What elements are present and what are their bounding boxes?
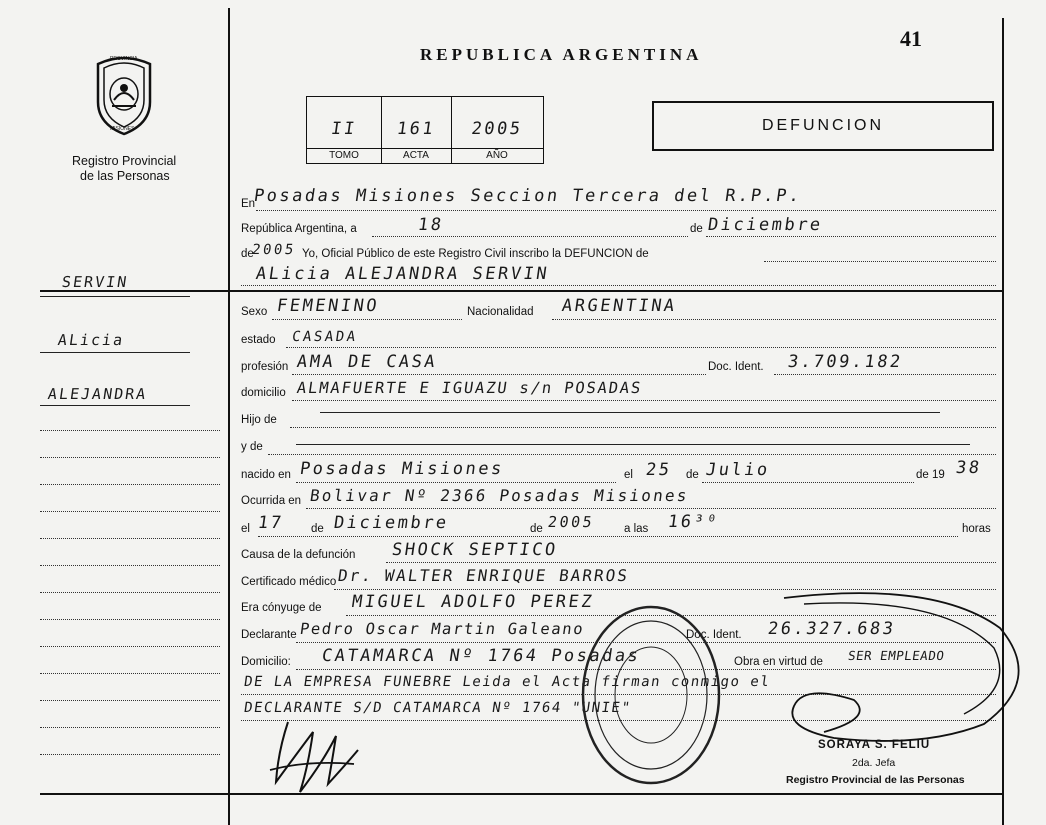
de-label: de [690, 223, 703, 235]
margin-first-name: ALicia [56, 331, 126, 349]
domicilio2-label: Domicilio: [241, 656, 291, 668]
conyuge-value: MIGUEL ADOLFO PEREZ [350, 592, 596, 612]
causa-value: SHOCK SEPTICO [390, 540, 559, 560]
dotted-line [774, 374, 996, 375]
official-name: SORAYA S. FELIU [818, 739, 931, 751]
registry-name-line1: Registro Provincial [72, 154, 177, 168]
en-label: En [241, 198, 256, 210]
official-role: 2da. Jefa [852, 757, 896, 769]
dotted-line [372, 236, 688, 237]
death-month: Diciembre [332, 513, 451, 533]
de2-label: de [686, 469, 699, 481]
doc2-value: 26.327.683 [766, 619, 897, 639]
margin-dotted-line [40, 430, 220, 431]
causa-label: Causa de la defunción [241, 549, 356, 561]
strike-line [296, 444, 970, 445]
certificado-value: Dr. WALTER ENRIQUE BARROS [336, 566, 631, 585]
dotted-line [286, 347, 996, 348]
de3-label: de [311, 523, 324, 535]
continuation-line-1: DE LA EMPRESA FUNEBRE Leida el Acta firman conmigo el [242, 674, 772, 690]
section-divider [40, 290, 1002, 292]
dotted-line [258, 536, 958, 537]
margin-dotted-line [40, 754, 220, 755]
country-title: REPUBLICA ARGENTINA [420, 45, 703, 64]
registry-name-line2: de las Personas [80, 169, 170, 183]
estado-value: CASADA [290, 329, 359, 345]
el-label: el [624, 469, 633, 481]
province-seal [90, 50, 158, 136]
nacido-label: nacido en [241, 469, 291, 481]
margin-dotted-line [40, 592, 220, 593]
death-year: 2005 [546, 513, 596, 531]
domicilio-value: ALMAFUERTE E IGUAZU s/n POSADAS [295, 379, 644, 397]
official-signature [744, 588, 1028, 758]
doc-value: 3.709.182 [786, 352, 905, 372]
margin-dotted-line [40, 457, 220, 458]
dotted-line [268, 454, 996, 455]
tomo-label: TOMO [307, 148, 381, 163]
nacido-value: Posadas Misiones [298, 459, 506, 479]
anio-value: 2005 [470, 119, 524, 139]
de19-label: de 19 [916, 469, 945, 481]
margin-second-name: ALEJANDRA [46, 385, 149, 403]
sexo-label: Sexo [241, 306, 268, 318]
bottom-divider [40, 793, 1002, 795]
death-time: 16³⁰ [666, 512, 721, 532]
acta-label: ACTA [381, 148, 451, 163]
intro-text: Yo, Oficial Público de este Registro Civil inscribo la DEFUNCION de [302, 248, 649, 260]
year-value: 2005 [250, 242, 297, 258]
margin-dotted-line [40, 727, 220, 728]
alas-label: a las [624, 523, 649, 535]
dotted-line [296, 482, 616, 483]
birth-month: Julio [704, 460, 772, 480]
profesion-value: AMA DE CASA [295, 352, 439, 372]
dotted-line [256, 210, 996, 211]
nacionalidad-value: ARGENTINA [560, 296, 679, 316]
margin-dotted-line [40, 700, 220, 701]
month-value: Diciembre [706, 215, 825, 235]
place-value: Posadas Misiones Seccion Tercera del R.P.P. [252, 186, 804, 206]
domicilio2-value: CATAMARCA Nº 1764 Posadas [320, 646, 642, 666]
margin-rule [40, 405, 190, 406]
dotted-line [241, 285, 996, 286]
ocurrida-value: Bolivar Nº 2366 Posadas Misiones [308, 486, 691, 505]
estado-label: estado [241, 334, 276, 346]
dotted-line [386, 562, 996, 563]
margin-dotted-line [40, 484, 220, 485]
hijo-label: Hijo de [241, 414, 277, 426]
official-office: Registro Provincial de las Personas [786, 774, 965, 786]
margin-dotted-line [40, 538, 220, 539]
domicilio-label: domicilio [241, 387, 286, 399]
tomo-value: II [329, 119, 359, 139]
sexo-value: FEMENINO [275, 296, 381, 316]
margin-dotted-line [40, 646, 220, 647]
dotted-line [552, 319, 996, 320]
continuation-line-2: DECLARANTE S/D CATAMARCA Nº 1764 "UNIE" [242, 700, 633, 716]
nacionalidad-label: Nacionalidad [467, 306, 534, 318]
left-margin-border [228, 8, 230, 825]
yde-label: y de [241, 441, 263, 453]
deceased-name: ALicia ALEJANDRA SERVIN [254, 264, 551, 284]
declarant-signature [258, 712, 368, 798]
conyuge-label: Era cónyuge de [241, 602, 322, 614]
doc2-label: Doc. Ident. [686, 629, 742, 641]
de4-label: de [530, 523, 543, 535]
death-day: 17 [256, 513, 285, 533]
anio-label: AÑO [451, 148, 543, 163]
dotted-line [292, 400, 996, 401]
dotted-line [292, 374, 706, 375]
obra-value: SER EMPLEADO [847, 648, 946, 663]
de-year-label: de [241, 248, 254, 260]
strike-line [320, 412, 940, 413]
dotted-line [290, 427, 996, 428]
birth-year: 38 [954, 458, 983, 478]
birth-day: 25 [644, 460, 673, 480]
certificado-label: Certificado médico [241, 576, 337, 588]
obra-label: Obra en virtud de [734, 656, 823, 668]
seal-text-top: PROVINCIA [110, 56, 138, 62]
dotted-line [706, 236, 996, 237]
dotted-line [764, 261, 996, 262]
profesion-label: profesión [241, 361, 289, 373]
margin-rule [40, 296, 190, 297]
acta-value: 161 [395, 119, 437, 139]
dotted-line [272, 319, 462, 320]
page-number: 41 [900, 26, 922, 51]
margin-dotted-line [40, 619, 220, 620]
margin-surname: SERVIN [60, 273, 130, 291]
margin-dotted-line [40, 565, 220, 566]
declarante-label: Declarante [241, 629, 297, 641]
doc-label: Doc. Ident. [708, 361, 764, 373]
record-type-box: DEFUNCION [652, 101, 994, 151]
official-stamp [576, 600, 726, 790]
horas-label: horas [962, 523, 991, 535]
seal-text-bottom: MISIONES [110, 126, 135, 132]
margin-rule [40, 352, 190, 353]
margin-dotted-line [40, 673, 220, 674]
margin-dotted-line [40, 511, 220, 512]
dotted-line [306, 508, 996, 509]
day-value: 18 [416, 215, 445, 235]
declarante-value: Pedro Oscar Martin Galeano [298, 620, 586, 638]
republica-label: República Argentina, a [241, 223, 357, 235]
el2-label: el [241, 523, 250, 535]
ocurrida-label: Ocurrida en [241, 495, 302, 507]
dotted-line [702, 482, 914, 483]
record-reference-table [306, 96, 544, 164]
